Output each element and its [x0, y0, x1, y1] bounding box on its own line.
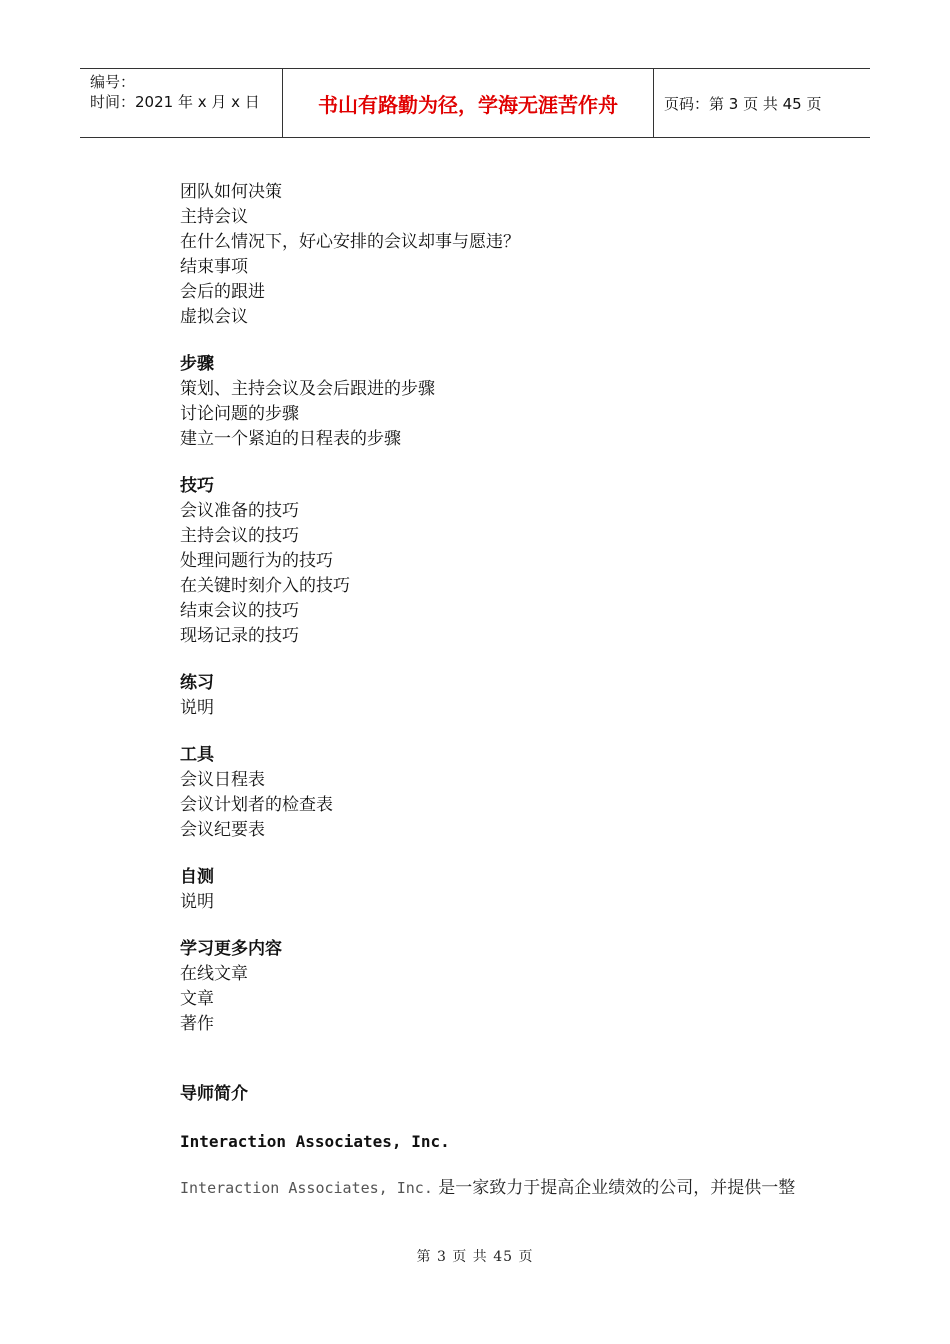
list-item: 虚拟会议 [180, 307, 248, 327]
header-meta [80, 69, 282, 137]
list-item: 处理问题行为的技巧 [180, 551, 333, 571]
list-item: 讨论问题的步骤 [180, 404, 299, 424]
list-item: 会议计划者的检查表 [180, 795, 333, 815]
section-heading: 学习更多内容 [180, 939, 282, 959]
list-item: 结束事项 [180, 257, 248, 277]
section-heading: 步骤 [180, 354, 214, 374]
list-item: 著作 [180, 1014, 214, 1034]
list-item: 在什么情况下，好心安排的会议却事与愿违？ [180, 232, 520, 252]
section-tools [180, 743, 870, 843]
section-learn-more [180, 937, 870, 1037]
list-item: 策划、主持会议及会后跟进的步骤 [180, 379, 435, 399]
section-practice [180, 671, 870, 721]
tutor-heading: 导师简介 [180, 1084, 248, 1104]
list-item: 会后的跟进 [180, 282, 265, 302]
section-steps [180, 352, 870, 452]
header-motto: 书山有路勤为径，学海无涯苦作舟 [282, 69, 654, 137]
tutor-description [180, 1176, 870, 1201]
tutor-description-text: 是一家致力于提高企业绩效的公司，并提供一整 [432, 1178, 796, 1198]
section-heading: 技巧 [180, 476, 214, 496]
section-self-test [180, 865, 870, 915]
tutor-description-company: Interaction Associates, Inc. [180, 1179, 433, 1197]
list-item: 建立一个紧迫的日程表的步骤 [180, 429, 401, 449]
list-item: 在关键时刻介入的技巧 [180, 576, 350, 596]
tutor-company: Interaction Associates, Inc. [180, 1132, 450, 1151]
list-item: 团队如何决策 [180, 182, 282, 202]
list-item: 主持会议 [180, 207, 248, 227]
list-item: 文章 [180, 989, 214, 1009]
section-heading: 工具 [180, 745, 214, 765]
list-item: 会议日程表 [180, 770, 265, 790]
document-body [180, 180, 870, 1201]
header-date: 时间：2021 年 x 月 x 日 [90, 93, 260, 111]
list-item: 现场记录的技巧 [180, 626, 299, 646]
section-heading: 练习 [180, 673, 214, 693]
list-item: 结束会议的技巧 [180, 601, 299, 621]
section-heading: 自测 [180, 867, 214, 887]
list-item: 主持会议的技巧 [180, 526, 299, 546]
list-item: 会议纪要表 [180, 820, 265, 840]
header-page-number: 页码：第 3 页 共 45 页 [664, 94, 822, 113]
header-number: 编号： [90, 73, 136, 91]
list-item: 会议准备的技巧 [180, 501, 299, 521]
page-footer: 第 3 页 共 45 页 [416, 1249, 534, 1265]
section-skills [180, 474, 870, 649]
page-header [80, 68, 870, 138]
list-item: 说明 [180, 892, 214, 912]
list-item: 说明 [180, 698, 214, 718]
intro-list [180, 180, 870, 330]
list-item: 在线文章 [180, 964, 248, 984]
